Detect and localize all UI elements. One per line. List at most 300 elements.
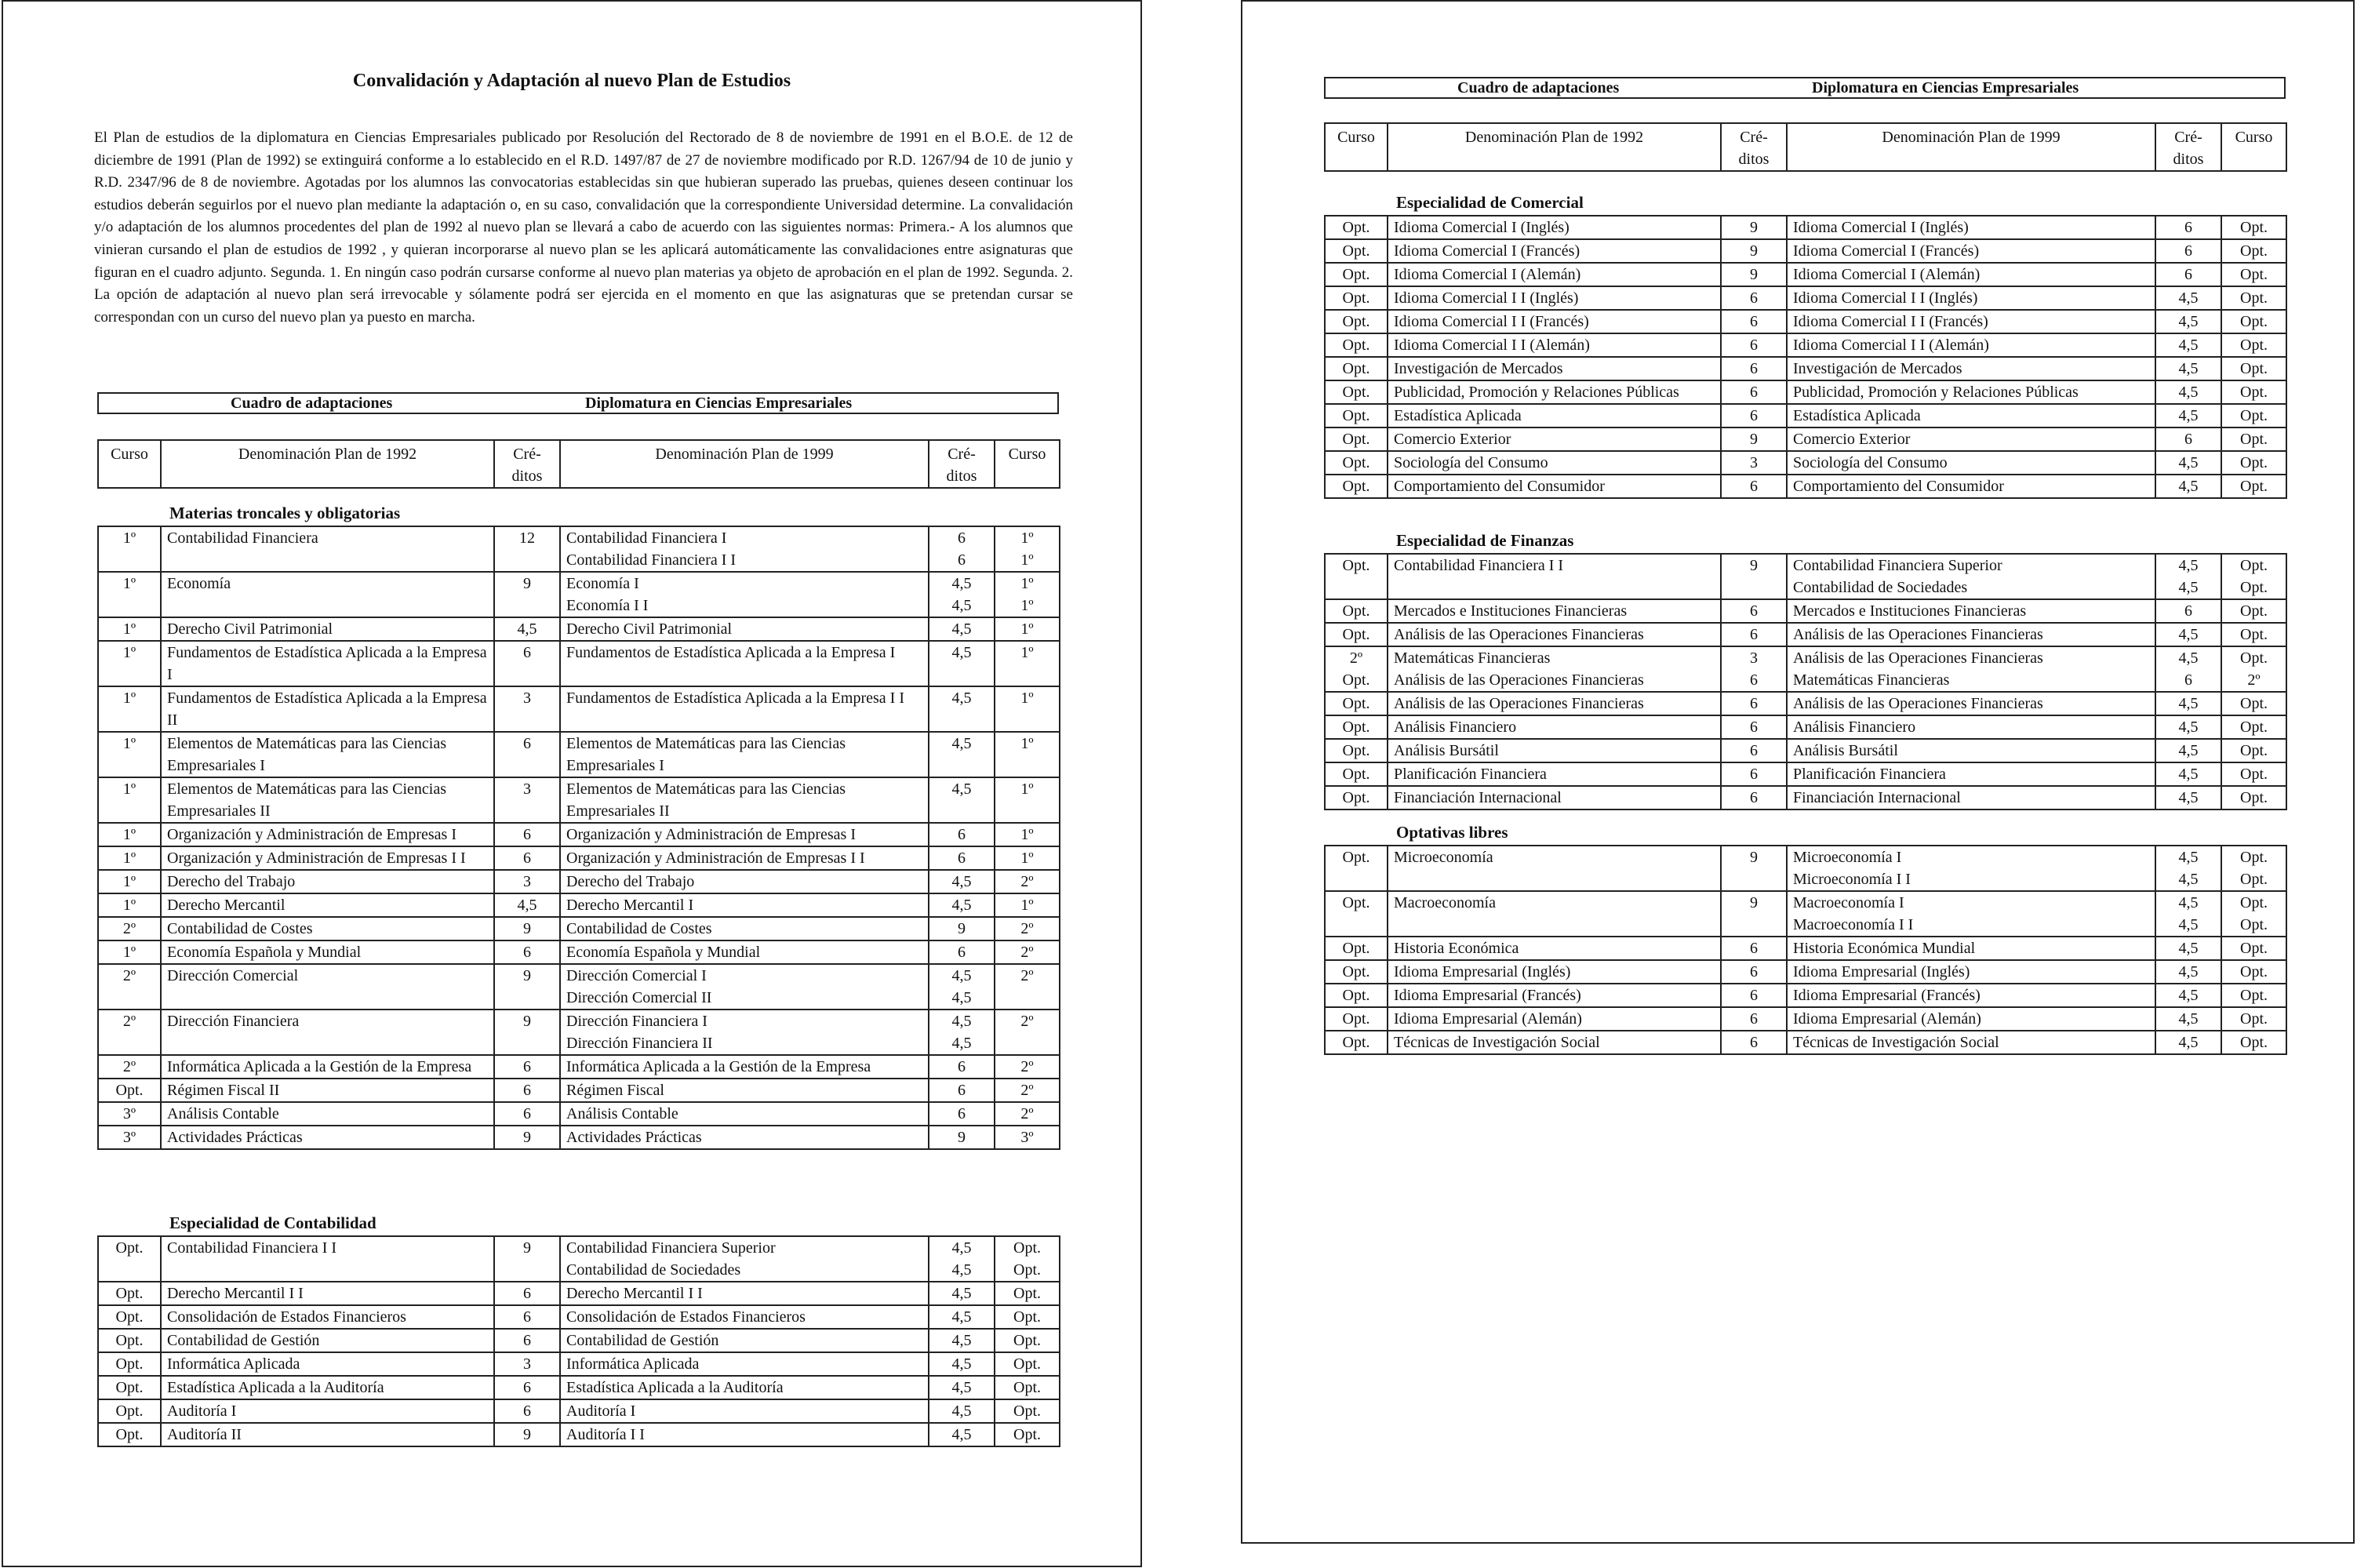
col-den1992: Denominación Plan de 1992 (161, 440, 494, 488)
table-cell (1787, 623, 2155, 646)
cell-line: Contabilidad Financiera I I (566, 551, 737, 569)
table-cell (1325, 623, 1388, 646)
table-cell (161, 917, 494, 940)
table-cell (494, 686, 560, 732)
table-cell (2155, 692, 2221, 715)
cell-line: 4,5 (951, 1261, 972, 1279)
table-cell (2221, 960, 2286, 984)
table-cell (161, 1079, 494, 1102)
table-cell (1787, 333, 2155, 357)
table-cell (560, 1236, 929, 1282)
cell-line: 6 (958, 826, 966, 843)
table-cell (1787, 451, 2155, 475)
table-cell (1325, 310, 1388, 333)
cell-line: 4,5 (951, 597, 972, 614)
cell-line: Opt. (1013, 1332, 1041, 1349)
cell-line: Investigación de Mercados (1793, 360, 1962, 377)
cell-line: Investigación de Mercados (1394, 360, 1563, 377)
table-cell (2221, 1031, 2286, 1054)
cell-line: 4,5 (2178, 871, 2199, 888)
section-title-finanzas: Especialidad de Finanzas (1396, 531, 1574, 550)
cell-line: 6 (2184, 602, 2192, 620)
table-cell (2221, 286, 2286, 310)
table-row (1325, 846, 2286, 891)
cell-line: 4,5 (2178, 742, 2199, 759)
cell-line: Técnicas de Investigación Social (1394, 1034, 1600, 1051)
cell-line: 6 (523, 735, 531, 752)
column-header-table (97, 439, 1060, 489)
col-creditos: Cré- ditos (494, 440, 560, 488)
table-cell (1388, 599, 1721, 623)
table-cell (1388, 623, 1721, 646)
cell-line: Opt. (2240, 1010, 2268, 1028)
table-row (1325, 357, 2286, 380)
cell-line: Historia Económica (1394, 940, 1519, 957)
cell-line: 6 (1750, 337, 1758, 354)
table-cell (1787, 239, 2155, 263)
table-cell (494, 893, 560, 917)
cell-line: Idioma Comercial I (Alemán) (1394, 266, 1581, 283)
table-cell (98, 1236, 161, 1282)
cell-line: 4,5 (951, 620, 972, 638)
cell-line: 4,5 (2178, 1034, 2199, 1051)
table-row (98, 870, 1060, 893)
table-cell (1388, 937, 1721, 960)
cell-line: Opt. (1342, 219, 1370, 236)
table-cell (1721, 380, 1787, 404)
cell-line: Elementos de Matemáticas para las Ciencias Empresariales II (167, 780, 446, 820)
cell-line: Microeconomía I I (1793, 871, 1911, 888)
cell-line: 3º (122, 1129, 136, 1146)
cell-line: 3 (523, 689, 531, 707)
table-row (98, 732, 1060, 777)
table-cell (2155, 762, 2221, 786)
table-cell (2155, 310, 2221, 333)
table-cell (995, 846, 1060, 870)
col-den1999: Denominación Plan de 1999 (560, 440, 929, 488)
cell-line: 4,5 (951, 1308, 972, 1326)
table-cell (494, 1352, 560, 1376)
table-cell (494, 641, 560, 686)
cell-line: Opt. (1342, 742, 1370, 759)
table-cell (1787, 357, 2155, 380)
table-cell (929, 940, 995, 964)
cell-line: 1º (1020, 620, 1034, 638)
cell-line: 1º (1020, 849, 1034, 867)
cell-line: Opt. (2240, 384, 2268, 401)
cell-line: Auditoría I I (566, 1426, 645, 1443)
cell-line: Idioma Empresarial (Alemán) (1394, 1010, 1582, 1028)
table-cell (98, 526, 161, 572)
cell-line: 2º (122, 1013, 136, 1030)
cell-line: Opt. (115, 1239, 144, 1257)
column-header-table-2 (1324, 122, 2287, 172)
table-cell (1325, 286, 1388, 310)
cell-line: Técnicas de Investigación Social (1793, 1034, 1999, 1051)
cell-line: Contabilidad Financiera (167, 529, 318, 547)
table-cell (1388, 960, 1721, 984)
table-cell (2221, 310, 2286, 333)
cell-line: Opt. (1342, 337, 1370, 354)
table-cell (560, 846, 929, 870)
cell-line: Microeconomía I (1793, 849, 1902, 866)
table-row (1325, 239, 2286, 263)
table-cell (929, 1305, 995, 1329)
cell-line: 6 (958, 529, 966, 547)
table-cell (560, 617, 929, 641)
cell-line: 9 (523, 967, 531, 984)
cell-line: 2º (1020, 920, 1034, 937)
table-cell (560, 777, 929, 823)
table-cell (98, 823, 161, 846)
table-cell (494, 1305, 560, 1329)
cell-line: 9 (958, 1129, 966, 1146)
cell-line: 1º (122, 529, 136, 547)
cell-line: Opt. (2240, 940, 2268, 957)
table-cell (560, 526, 929, 572)
cell-line: Auditoría I (566, 1402, 636, 1420)
cell-line: Opt. (1342, 963, 1370, 980)
table-row (98, 846, 1060, 870)
cell-line: 9 (1750, 894, 1758, 911)
cell-line: 4,5 (2178, 695, 2199, 712)
cell-line: 4,5 (951, 1239, 972, 1257)
table-cell (2221, 762, 2286, 786)
table-row (98, 777, 1060, 823)
table-row (1325, 646, 2286, 692)
table-cell (2155, 357, 2221, 380)
table-row (1325, 960, 2286, 984)
cell-line: Opt. (1342, 313, 1370, 330)
table-cell (2221, 599, 2286, 623)
page-title: Convalidación y Adaptación al nuevo Plan de Estudios (352, 71, 791, 91)
table-cell (1388, 692, 1721, 715)
table-cell (98, 686, 161, 732)
cell-line: Opt. (1342, 626, 1370, 643)
cell-line: Idioma Comercial I I (Inglés) (1793, 289, 1978, 307)
table-cell (1721, 937, 1787, 960)
cell-line: Opt. (2240, 313, 2268, 330)
table-cell (1787, 984, 2155, 1007)
table-cell (1721, 891, 1787, 937)
table-cell (1325, 692, 1388, 715)
table-cell (2155, 1031, 2221, 1054)
table-cell (1721, 263, 1787, 286)
cell-line: Planificación Financiera (1793, 766, 1946, 783)
cell-line: 1º (1020, 597, 1034, 614)
table-cell (1325, 715, 1388, 739)
table-cell (1787, 475, 2155, 498)
cell-line: Opt. (1342, 266, 1370, 283)
cell-line: 6 (2184, 242, 2192, 260)
cell-line: Consolidación de Estados Financieros (566, 1308, 806, 1326)
cell-line: Dirección Comercial (167, 967, 299, 984)
table-cell (2155, 960, 2221, 984)
cell-line: Derecho Mercantil I I (566, 1285, 703, 1302)
cell-line: 4,5 (517, 620, 537, 638)
cell-line: Opt. (2240, 695, 2268, 712)
cell-line: 1º (1020, 897, 1034, 914)
table-cell (2155, 404, 2221, 427)
cell-line: 6 (1750, 289, 1758, 307)
cell-line: Opt. (1013, 1308, 1041, 1326)
cell-line: Microeconomía (1394, 849, 1493, 866)
cell-line: Análisis Financiero (1793, 719, 1916, 736)
cell-line: Historia Económica Mundial (1793, 940, 1976, 957)
cell-line: Análisis de las Operaciones Financieras (1793, 649, 2043, 667)
table-cell (995, 641, 1060, 686)
cell-line: 6 (523, 1285, 531, 1302)
cell-line: Fundamentos de Estadística Aplicada a la Empresa II (167, 689, 487, 729)
cell-line: 4,5 (951, 1402, 972, 1420)
table-cell (1325, 646, 1388, 692)
table-cell (929, 823, 995, 846)
cell-line: 4,5 (2178, 987, 2199, 1004)
table-row (1325, 891, 2286, 937)
table-cell (2155, 427, 2221, 451)
cell-line: Análisis de las Operaciones Financieras (1793, 626, 2043, 643)
cell-line: Opt. (1342, 431, 1370, 448)
table-cell (494, 617, 560, 641)
table-cell (98, 1079, 161, 1102)
cell-line: 4,5 (2178, 313, 2199, 330)
table-cell (1388, 427, 1721, 451)
cell-line: Opt. (1342, 894, 1370, 911)
table-cell (494, 526, 560, 572)
cell-line: 4,5 (951, 1426, 972, 1443)
table-cell (98, 617, 161, 641)
table-cell (995, 1102, 1060, 1126)
cell-line: 4,5 (2178, 940, 2199, 957)
table-cell (1721, 646, 1787, 692)
cell-line: 6 (523, 644, 531, 661)
cell-line: Idioma Empresarial (Inglés) (1793, 963, 1970, 980)
cell-line: 6 (523, 1058, 531, 1075)
cell-line: Sociología del Consumo (1394, 454, 1548, 471)
table-comercial (1324, 215, 2287, 499)
cell-line: 2º (122, 920, 136, 937)
cell-line: Opt. (2240, 360, 2268, 377)
cell-line: Opt. (2240, 602, 2268, 620)
cell-line: 6 (523, 944, 531, 961)
cell-line: 9 (1750, 242, 1758, 260)
cell-line: 6 (958, 1082, 966, 1099)
cell-line: Opt. (2240, 789, 2268, 806)
cell-line: 9 (1750, 557, 1758, 574)
table-cell (98, 1423, 161, 1446)
table-cell (161, 1376, 494, 1399)
cell-line: 2º (1020, 873, 1034, 890)
cell-line: 4,5 (951, 873, 972, 890)
table-cell (1787, 891, 2155, 937)
cell-line: Idioma Comercial I (Inglés) (1394, 219, 1570, 236)
table-row (1325, 762, 2286, 786)
table-cell (560, 1010, 929, 1055)
table-cell (1388, 1031, 1721, 1054)
table-cell (1388, 846, 1721, 891)
col-den1992: Denominación Plan de 1992 (1388, 123, 1721, 171)
table-cell (995, 940, 1060, 964)
table-cell (560, 1079, 929, 1102)
table-cell (98, 1282, 161, 1305)
table-row (1325, 715, 2286, 739)
col-den1999: Denominación Plan de 1999 (1787, 123, 2155, 171)
cell-line: 1º (1020, 689, 1034, 707)
table-cell (2221, 475, 2286, 498)
cell-line: Opt. (2240, 557, 2268, 574)
table-cell (560, 732, 929, 777)
table-cell (98, 940, 161, 964)
cell-line: 2º (1020, 1058, 1034, 1075)
cell-line: 1º (122, 826, 136, 843)
cell-line: 6 (1750, 671, 1758, 689)
cell-line: 4,5 (951, 967, 972, 984)
table-cell (1388, 715, 1721, 739)
table-cell (929, 1282, 995, 1305)
table-cell (1388, 451, 1721, 475)
table-cell (2221, 554, 2286, 599)
table-row (98, 1423, 1060, 1446)
cell-line: 2º (1020, 944, 1034, 961)
cell-line: 4,5 (951, 1035, 972, 1052)
cell-line: 6 (958, 1058, 966, 1075)
table-cell (1787, 715, 2155, 739)
table-cell (98, 964, 161, 1010)
table-cell (1325, 404, 1388, 427)
cell-line: 3 (523, 873, 531, 890)
cell-line: Dirección Financiera I (566, 1013, 707, 1030)
cell-line: 6 (1750, 742, 1758, 759)
cell-line: Publicidad, Promoción y Relaciones Públicas (1793, 384, 2079, 401)
table-cell (1325, 263, 1388, 286)
table-cell (2221, 937, 2286, 960)
table-cell (161, 732, 494, 777)
cell-line: Comercio Exterior (1793, 431, 1911, 448)
cell-line: Auditoría I (167, 1402, 237, 1420)
cell-line: Actividades Prácticas (566, 1129, 702, 1146)
table-cell (560, 917, 929, 940)
table-cell (1721, 216, 1787, 239)
table-cell (1325, 1031, 1388, 1054)
column-header-row (98, 440, 1060, 488)
cell-line: Opt. (1342, 407, 1370, 424)
table-cell (1325, 960, 1388, 984)
cell-line: 3 (523, 1355, 531, 1373)
table-cell (929, 846, 995, 870)
cell-line: 2º (1020, 1013, 1034, 1030)
table-cell (560, 1399, 929, 1423)
table-cell (1721, 786, 1787, 809)
cell-line: 6 (1750, 384, 1758, 401)
cell-line: Opt. (2240, 871, 2268, 888)
table-cell (161, 641, 494, 686)
table-row (1325, 937, 2286, 960)
table-cell (929, 1423, 995, 1446)
table-cell (1325, 451, 1388, 475)
cell-line: Análisis Bursátil (1394, 742, 1499, 759)
cell-line: 4,5 (2178, 766, 2199, 783)
cell-line: 6 (1750, 360, 1758, 377)
cell-line: 2º (1020, 967, 1034, 984)
cell-line: Comportamiento del Consumidor (1394, 478, 1605, 495)
cell-line: Fundamentos de Estadística Aplicada a la Empresa I I (566, 689, 904, 707)
cell-line: Opt. (1342, 1010, 1370, 1028)
table-cell (161, 1126, 494, 1149)
table-row (98, 641, 1060, 686)
intro-paragraph: El Plan de estudios de la diplomatura en Ciencias Empresariales publicado por Resolución del Rectorado de 8 de noviembre de 1991 en el B.O.E. de 12 de diciembre de 1991 (Plan de 1992) se extinguirá conforme a lo establecido en el R.D. 1497/87 de 27 de noviembre modificado por R.D. 1267/94 de 10 de junio y R.D. 2347/96 de 8 de noviembre. Agotadas por los alumnos las convocatorias establecidas sin que hubieran superado las pruebas, quienes deseen continuar los estudios deberán seguirlos por el nuevo plan mediante la adaptación o, en su caso, convalidación que la correspondiente Universidad determine. La convalidación y/o adaptación de los alumnos procedentes del plan de 1992 al nuevo plan se llevará a cabo de acuerdo con las siguientes normas: Primera.- A los alumnos que vinieran cursando el plan de estudios de 1992 , y quieran incorporarse al nuevo plan se les aplicará automáticamente las convalidaciones entre asignaturas que figuran en el cuadro adjunto. Segunda. 1. En ningún caso podrán cursarse conforme al nuevo plan materias ya objeto de aprobación en el plan de 1992. Segunda. 2. La opción de adaptación al nuevo plan será irrevocable y sólamente podrá ser ejercida en el momento en que las asignaturas que se pretendan cursar se correspondan con un curso del nuevo plan ya puesto en marcha. (94, 129, 1073, 326)
table-cell (1787, 216, 2155, 239)
table-cell (98, 846, 161, 870)
table-cell (2155, 891, 2221, 937)
cell-line: Contabilidad de Costes (566, 920, 712, 937)
cell-line: Dirección Financiera II (566, 1035, 713, 1052)
cell-line: Opt. (1342, 849, 1370, 866)
cell-line: Opt. (1342, 789, 1370, 806)
cell-line: Contabilidad Financiera I I (167, 1239, 337, 1257)
table-cell (494, 1010, 560, 1055)
table-cell (161, 846, 494, 870)
table-row (98, 1305, 1060, 1329)
table-cell (995, 917, 1060, 940)
table-cell (1388, 286, 1721, 310)
cell-line: 4,5 (2178, 626, 2199, 643)
box-header-left: Cuadro de adaptaciones (231, 395, 393, 412)
cell-line: Opt. (2240, 1034, 2268, 1051)
table-cell (929, 964, 995, 1010)
table-cell (995, 572, 1060, 617)
table-row (1325, 263, 2286, 286)
cell-line: 1º (1020, 575, 1034, 592)
table-cell (2221, 451, 2286, 475)
table-cell (98, 1102, 161, 1126)
cell-line: 9 (523, 1013, 531, 1030)
cell-line: Análisis Financiero (1394, 719, 1517, 736)
table-cell (494, 846, 560, 870)
table-cell (2221, 739, 2286, 762)
table-cell (1388, 263, 1721, 286)
table-cell (98, 917, 161, 940)
table-cell (995, 870, 1060, 893)
cell-line: Comportamiento del Consumidor (1793, 478, 2004, 495)
table-cell (1787, 1007, 2155, 1031)
cell-line: Opt. (115, 1355, 144, 1373)
table-cell (929, 1399, 995, 1423)
cell-line: Régimen Fiscal II (167, 1082, 280, 1099)
cell-line: Idioma Comercial I (Alemán) (1793, 266, 1981, 283)
table-cell (161, 1282, 494, 1305)
table-cell (2155, 599, 2221, 623)
table-cell (1325, 554, 1388, 599)
cell-line: Opt. (2240, 266, 2268, 283)
cell-line: 3 (523, 780, 531, 798)
cell-line: 12 (519, 529, 535, 547)
cell-line: Opt. (2240, 894, 2268, 911)
document-page-2 (1241, 0, 2355, 1544)
table-cell (2155, 623, 2221, 646)
table-cell (1325, 739, 1388, 762)
cell-line: 4,5 (951, 897, 972, 914)
cell-line: Contabilidad de Costes (167, 920, 313, 937)
cell-line: Opt. (2240, 431, 2268, 448)
table-cell (2155, 786, 2221, 809)
table-cell (560, 1126, 929, 1149)
table-cell (995, 686, 1060, 732)
cell-line: Opt. (2240, 219, 2268, 236)
table-cell (161, 1399, 494, 1423)
table-cell (2221, 427, 2286, 451)
table-cell (1388, 984, 1721, 1007)
cell-line: Opt. (115, 1402, 144, 1420)
